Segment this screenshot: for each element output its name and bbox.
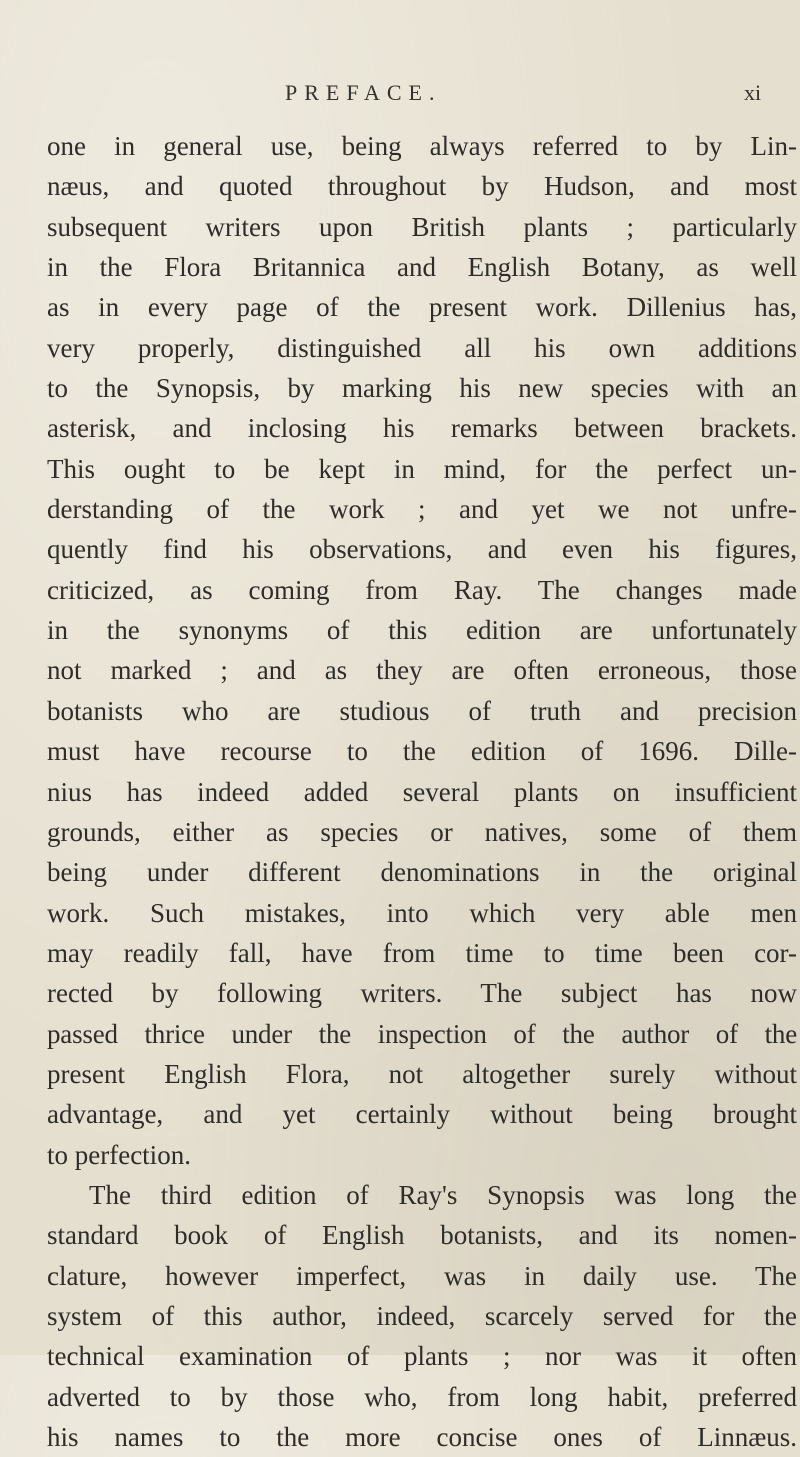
text-line: must have recourse to the edition of 1696. Dille- [47, 736, 797, 767]
text-line: being under different denominations in the original [47, 857, 797, 888]
text-line: in the Flora Britannica and English Botany, as well [47, 252, 797, 283]
text-line: in the synonyms of this edition are unfortunately [47, 615, 797, 646]
text-line: his names to the more concise ones of Linnæus. [47, 1422, 797, 1452]
text-line: present English Flora, not altogether surely without [47, 1058, 797, 1089]
text-line: nius has indeed added several plants on insufficient [47, 776, 797, 807]
text-line: very properly, distinguished all his own additions [47, 332, 797, 363]
text-line: clature, however imperfect, was in daily use. The [47, 1260, 797, 1291]
page-number: xi [744, 80, 762, 105]
text-line: botanists who are studious of truth and precision [47, 695, 797, 726]
text-line: standard book of English botanists, and its nomen- [47, 1220, 797, 1251]
text-line: work. Such mistakes, into which very able men [47, 897, 797, 928]
text-line: passed thrice under the inspection of the author of the [47, 1018, 797, 1049]
text-line: system of this author, indeed, scarcely served for the [47, 1300, 797, 1331]
text-line: to perfection. [47, 1139, 191, 1170]
running-head [0, 80, 800, 110]
text-line: quently find his observations, and even his figures, [47, 534, 797, 565]
running-title: PREFACE. [285, 80, 442, 105]
body-text [47, 126, 797, 1457]
text-line: grounds, either as species or natives, some of them [47, 816, 797, 847]
text-line: advantage, and yet certainly without being brought [47, 1099, 797, 1130]
text-line: adverted to by those who, from long habit, preferred [47, 1381, 797, 1412]
text-line: may readily fall, have from time to time been cor- [47, 937, 797, 968]
text-line: This ought to be kept in mind, for the perfect un- [47, 453, 797, 484]
text-line: The third edition of Ray's Synopsis was long the [89, 1179, 797, 1210]
text-line: asterisk, and inclosing his remarks between brackets. [47, 413, 797, 444]
text-line: subsequent writers upon British plants ; particularly [47, 211, 797, 242]
text-line: næus, and quoted throughout by Hudson, and most [47, 171, 797, 202]
text-line: not marked ; and as they are often erroneous, those [47, 655, 797, 686]
text-line: technical examination of plants ; nor was it often [47, 1341, 797, 1372]
text-line: one in general use, being always referred to by Lin- [47, 131, 797, 161]
text-line: rected by following writers. The subject has now [47, 978, 797, 1009]
text-line: derstanding of the work ; and yet we not unfre- [47, 494, 797, 525]
text-line: to the Synopsis, by marking his new species with an [47, 373, 797, 404]
text-line: as in every page of the present work. Dillenius has, [47, 292, 797, 323]
text-line: criticized, as coming from Ray. The changes made [47, 574, 797, 605]
